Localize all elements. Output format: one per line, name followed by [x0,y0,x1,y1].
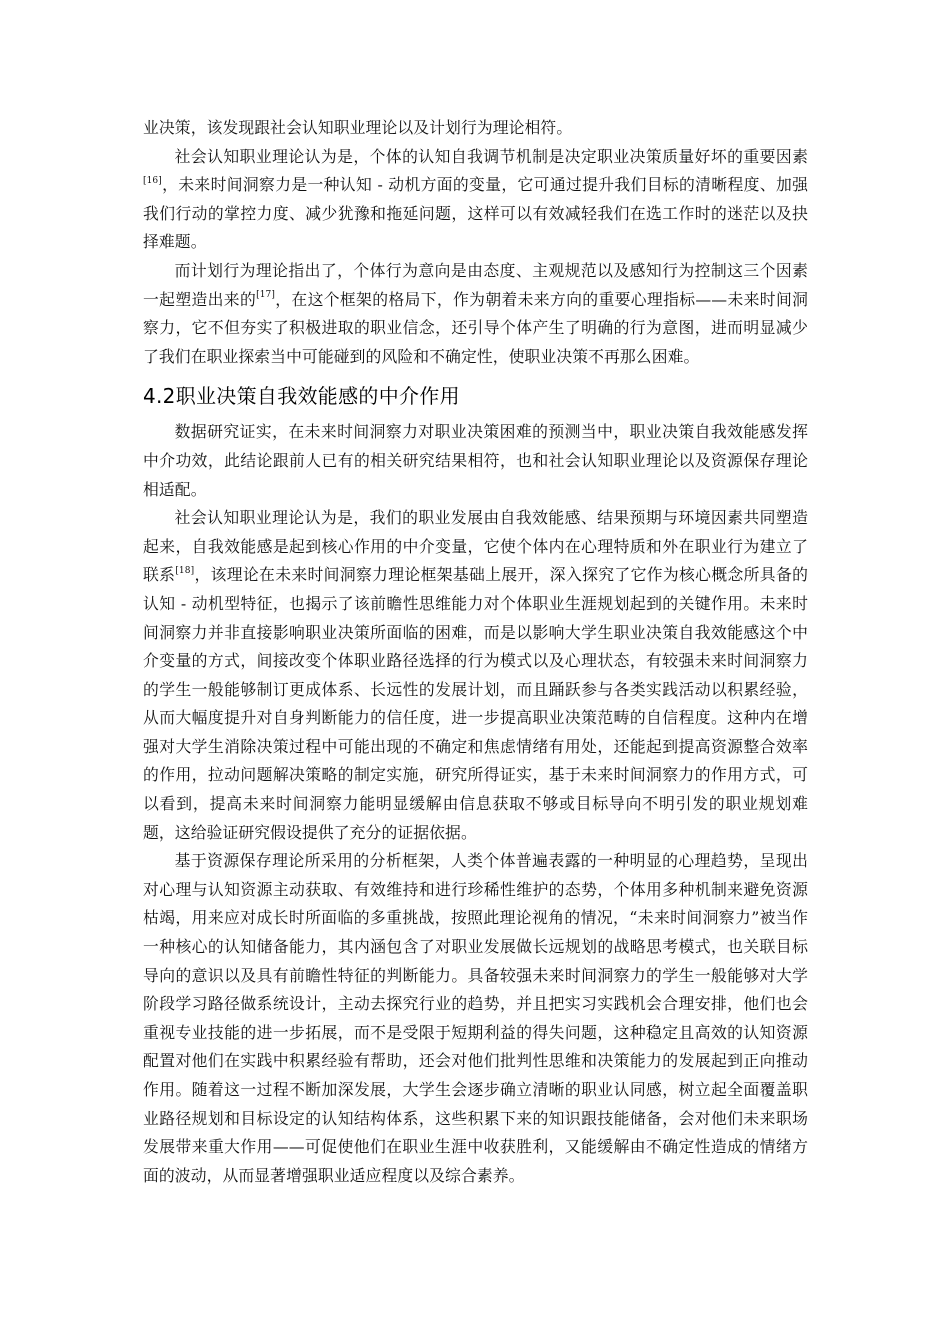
citation-ref: [16] [143,175,162,186]
citation-ref: [18] [175,566,195,577]
paragraph-text: 社会认知职业理论认为是，我们的职业发展由自我效能感、结果预期与环境因素共同塑造起来，自我效能感是起到核心作用的中介变量，它使个体内在心理特质和外在职业行为建立了联系 [143,508,808,585]
paragraph-text: 社会认知职业理论认为是，个体的认知自我调节机制是决定职业决策质量好坏的重要因素 [174,146,808,166]
paragraph-text: ，未来时间洞察力是一种认知 - 动机方面的变量，它可通过提升我们目标的清晰程度、加强我们行动的掌控力度、减少犹豫和拖延问题，这样可以有效减轻我们在选工作时的迷茫以及抉择难题。 [143,175,808,252]
citation-ref: [17] [256,290,275,301]
paragraph-text: ，在这个框架的格局下，作为朝着未来方向的重要心理指标——未来时间洞察力，它不但夯实了积极进取的职业信念，还引导个体产生了明确的行为意图，进而明显减少了我们在职业探索当中可能碰到的风险和不确定性，使职业决策不再那么困难。 [143,289,808,366]
paragraph-text: 数据研究证实，在未来时间洞察力对职业决策困难的预测当中，职业决策自我效能感发挥中介功效，此结论跟前人已有的相关研究结果相符，也和社会认知职业理论以及资源保存理论相适配。 [143,422,808,499]
paragraph-text: ，该理论在未来时间洞察力理论框架基础上展开，深入探究了它作为核心概念所具备的认知 - 动机型特征，也揭示了该前瞻性思维能力对个体职业生涯规划起到的关键作用。未来时间洞察力并非直接影响职业决策所面临的困难，而是以影响大学生职业决策自我效能感这个中介变量的方式，间接改变个体职业路径选择的行为模式以及心理状态，有较强未来时间洞察力的学生一般能够制订更成体系、长远性的发展计划，而且踊跃参与各类实践活动以积累经验，从而大幅度提升对自身判断能力的信任度，进一步提高职业决策范畴的自信程度。这种内在增强对大学生消除决策过程中可能出现的不确定和焦虑情绪有用处，还能起到提高资源整合效率的作用，拉动问题解决策略的制定实施，研究所得证实，基于未来时间洞察力的作用方式，可以看到，提高未来时间洞察力能明显缓解由信息获取不够或目标导向不明引发的职业规划难题，这给验证研究假设提供了充分的证据依据。 [143,565,808,842]
paragraph-p4 [143,418,808,504]
paragraph-p5 [143,504,808,847]
paragraph-p3 [143,257,808,371]
paragraph-p2 [143,143,808,257]
paragraph-p6 [143,847,808,1190]
body-text-bottom [143,418,808,1190]
paragraph-text: 基于资源保存理论所采用的分析框架，人类个体普遍表露的一种明显的心理趋势，呈现出对心理与认知资源主动获取、有效维持和进行珍稀性维护的态势，个体用多种机制来避免资源枯竭，用来应对成长时所面临的多重挑战，按照此理论视角的情况，“未来时间洞察力”被当作一种核心的认知储备能力，其内涵包含了对职业发展做长远规划的战略思考模式，也关联目标导向的意识以及具有前瞻性特征的判断能力。具备较强未来时间洞察力的学生一般能够对大学阶段学习路径做系统设计，主动去探究行业的趋势，并且把实习实践机会合理安排，他们也会重视专业技能的进一步拓展，而不是受限于短期利益的得失问题，这种稳定且高效的认知资源配置对他们在实践中积累经验有帮助，还会对他们批判性思维和决策能力的发展起到正向推动作用。随着这一过程不断加深发展，大学生会逐步确立清晰的职业认同感，树立起全面覆盖职业路径规划和目标设定的认知结构体系，这些积累下来的知识跟技能储备，会对他们未来职场发展带来重大作用——可促使他们在职业生涯中收获胜利，又能缓解由不确定性造成的情绪方面的波动，从而显著增强职业适应程度以及综合素养。 [143,851,808,1185]
paragraph-text: 而计划行为理论指出了，个体行为意向是由态度、主观规范以及感知行为控制这三个因素一起塑造出来的 [143,260,808,309]
body-text-top [143,114,808,371]
paragraph-p1 [143,114,808,143]
section-heading: 4.2职业决策自我效能感的中介作用 [143,384,460,409]
paragraph-text: 业决策，该发现跟社会认知职业理论以及计划行为理论相符。 [143,118,573,137]
document-page [143,114,808,1190]
